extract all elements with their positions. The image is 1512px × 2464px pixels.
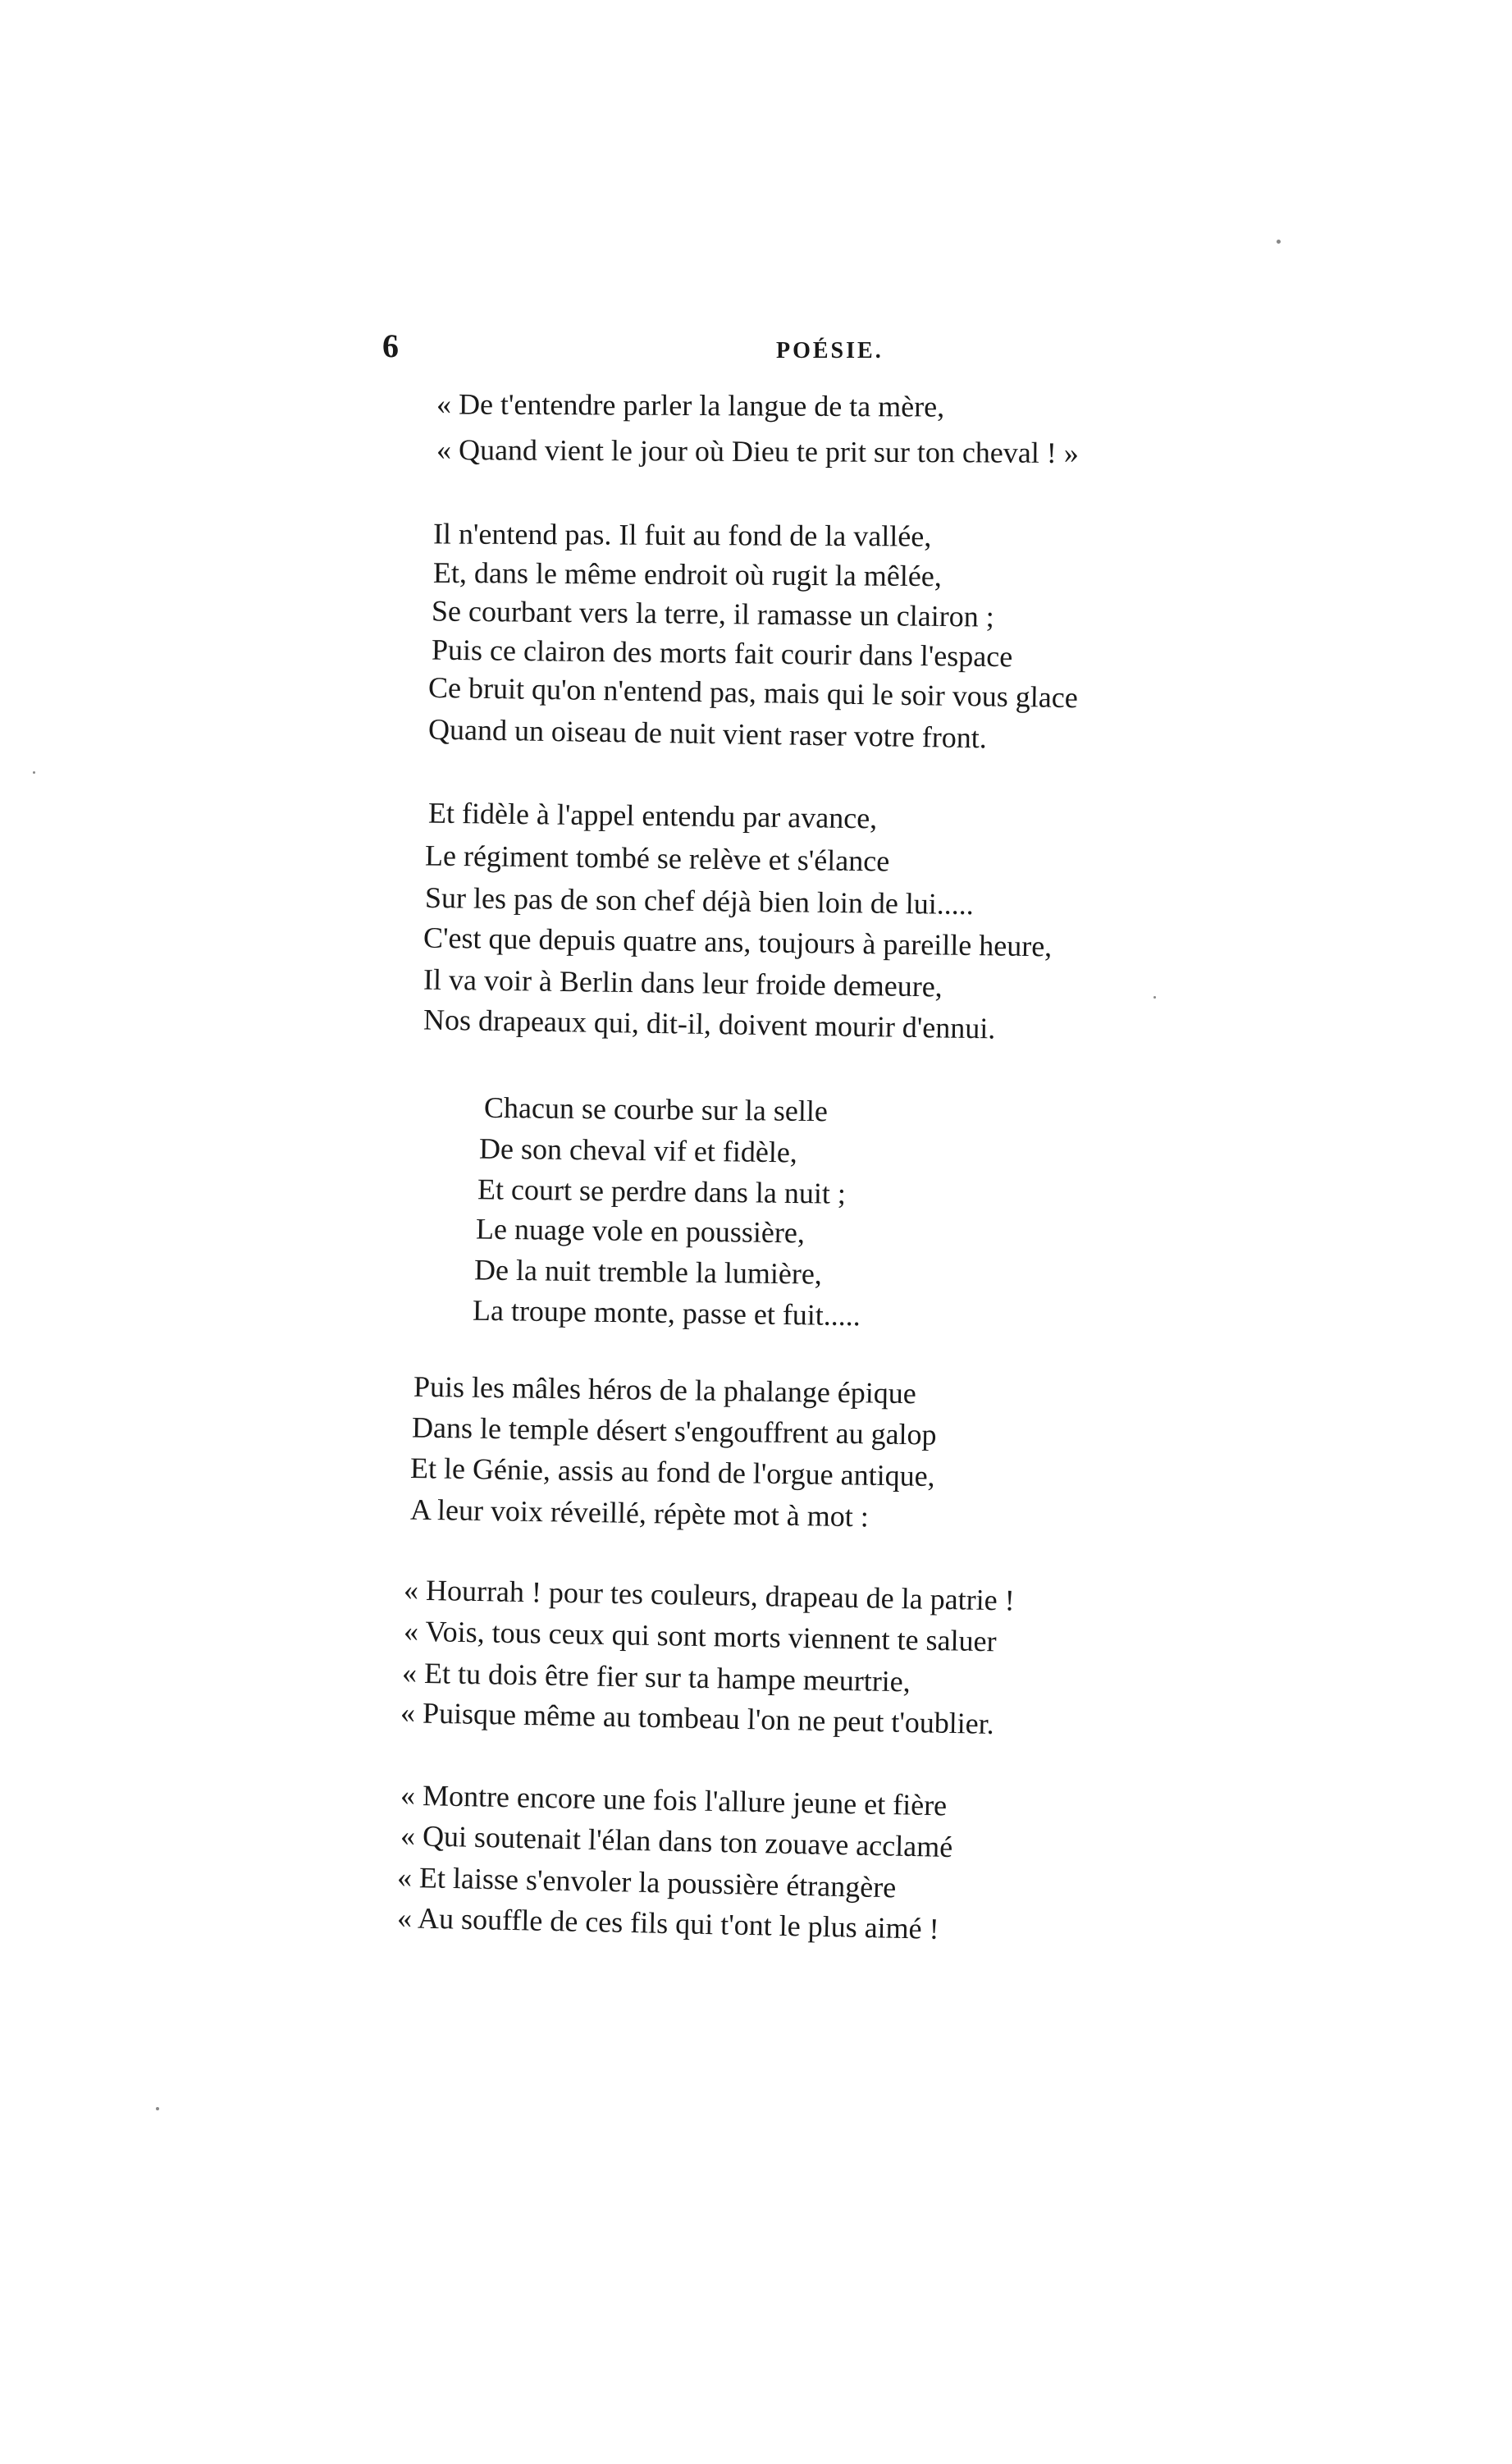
scan-speck bbox=[1153, 996, 1156, 999]
verse-line: Il va voir à Berlin dans leur froide demeure, bbox=[423, 962, 943, 1003]
verse-line: Se courbant vers la terre, il ramasse un clairon ; bbox=[431, 594, 994, 633]
verse-line: Et le Génie, assis au fond de l'orgue antique, bbox=[409, 1451, 935, 1493]
verse-line: « Au souffle de ces fils qui t'ont le plus aimé ! bbox=[396, 1901, 940, 1945]
verse-line: Et fidèle à l'appel entendu par avance, bbox=[427, 796, 878, 835]
verse-line: « Puisque même au tombeau l'on ne peut t'oublier. bbox=[400, 1696, 995, 1740]
verse-line: De la nuit tremble la lumière, bbox=[473, 1253, 823, 1291]
verse-line: « De t'entendre parler la langue de ta mère, bbox=[436, 387, 945, 423]
verse-line: Et court se perdre dans la nuit ; bbox=[477, 1173, 847, 1210]
verse-line: Ce bruit qu'on n'entend pas, mais qui le soir vous glace bbox=[427, 670, 1079, 715]
verse-line: De son cheval vif et fidèle, bbox=[478, 1131, 798, 1169]
verse-line: Il n'entend pas. Il fuit au fond de la vallée, bbox=[432, 517, 932, 553]
verse-line: « Et laisse s'envoler la poussière étrangère bbox=[396, 1860, 897, 1904]
page-number: 6 bbox=[382, 327, 399, 364]
verse-line: « Quand vient le jour où Dieu te prit sur ton cheval ! » bbox=[436, 432, 1079, 470]
verse-line: Chacun se courbe sur la selle bbox=[483, 1090, 829, 1128]
scan-speck bbox=[1277, 240, 1281, 244]
verse-line: C'est que depuis quatre ans, toujours à pareille heure, bbox=[423, 921, 1053, 963]
running-title: POÉSIE. bbox=[776, 338, 884, 363]
verse-line: Sur les pas de son chef déjà bien loin de lui..... bbox=[424, 880, 975, 921]
verse-line: « Vois, tous ceux qui sont morts viennent te saluer bbox=[403, 1614, 997, 1658]
verse-line: Nos drapeaux qui, dit-il, doivent mourir d'ennui. bbox=[423, 1003, 996, 1045]
scan-speck bbox=[156, 2107, 159, 2110]
verse-line: « Et tu dois être fier sur ta hampe meurtrie, bbox=[401, 1656, 911, 1698]
verse-line: « Qui soutenait l'élan dans ton zouave acclamé bbox=[400, 1818, 953, 1864]
scan-speck bbox=[33, 771, 35, 774]
verse-line: La troupe monte, passe et fuit..... bbox=[472, 1293, 861, 1333]
verse-line: Dans le temple désert s'engouffrent au galop bbox=[411, 1410, 937, 1451]
verse-line: Quand un oiseau de nuit vient raser votre front. bbox=[427, 712, 988, 755]
verse-line: A leur voix réveillé, répète mot à mot : bbox=[409, 1493, 870, 1534]
verse-line: Et, dans le même endroit où rugit la mêlée, bbox=[432, 555, 942, 593]
verse-line: Le nuage vole en poussière, bbox=[475, 1212, 806, 1250]
verse-line: « Montre encore une fois l'allure jeune et fière bbox=[400, 1778, 948, 1822]
verse-line: « Hourrah ! pour tes couleurs, drapeau de la patrie ! bbox=[403, 1573, 1015, 1617]
verse-line: Puis les mâles héros de la phalange épique bbox=[413, 1369, 917, 1410]
verse-line: Puis ce clairon des morts fait courir dans l'espace bbox=[431, 633, 1013, 674]
verse-line: Le régiment tombé se relève et s'élance bbox=[424, 839, 890, 878]
